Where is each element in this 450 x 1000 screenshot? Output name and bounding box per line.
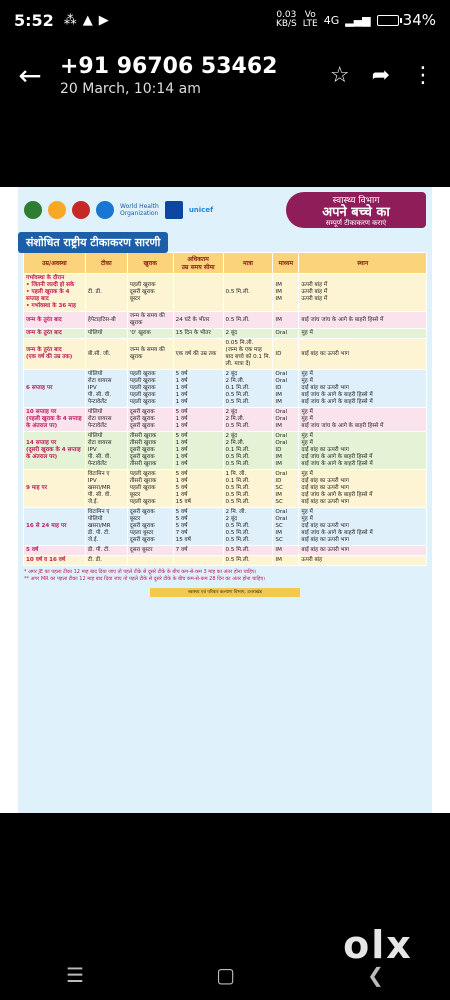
video-icon: ▶ <box>98 12 109 28</box>
toolbar-actions <box>330 63 450 88</box>
table-cell-max: 7 वर्ष <box>173 546 223 556</box>
table-cell-route: Oral <box>273 329 299 339</box>
table-cell-qty: 0.5 मि.ली. <box>223 312 273 329</box>
table-row <box>24 274 427 312</box>
table-row <box>24 339 427 370</box>
table-cell-site: मुंह में मुंह में बाईं जांघ जांघ के आगे के बाहरी हिस्से में <box>299 408 427 432</box>
table-cell-age: जन्म के तुरंत बाद <box>24 329 86 339</box>
column-header: उम्र/अवस्था <box>24 253 86 274</box>
table-row <box>24 370 427 408</box>
footnotes <box>18 566 432 586</box>
table-cell-site: मुंह में मुंह में दाईं बांह का ऊपरी भाग बाईं जांघ के आगे के बाहरी हिस्से में बाईं बांह का ऊपरी भाग <box>299 508 427 546</box>
table-cell-max: 5 वर्ष 5 वर्ष 5 वर्ष 7 वर्ष 15 वर्ष <box>173 508 223 546</box>
table-cell-site: बाईं बांह का ऊपरी भाग <box>299 546 427 556</box>
table-cell-route: IM <box>273 556 299 566</box>
table-cell-route: IM <box>273 546 299 556</box>
table-cell-site: मुंह में <box>299 329 427 339</box>
table-cell-age: 10 सप्ताह पर (पहली खुराक के 4 सप्ताह के अंतराल पर) <box>24 408 86 432</box>
sender-info <box>60 54 330 97</box>
star-icon[interactable]: ☆ <box>329 62 350 88</box>
home-icon[interactable]: ▢ <box>216 963 236 987</box>
table-cell-qty: 2 बूंद <box>223 329 273 339</box>
table-cell-route: Oral Oral SC IM SC <box>273 508 299 546</box>
notification-icons <box>64 13 109 28</box>
table-cell-route: Oral Oral ID IM IM <box>273 432 299 470</box>
unicef-label: unicef <box>188 205 214 214</box>
status-time: 5:52 <box>14 10 54 30</box>
table-cell-dose: '0' खुराक <box>127 329 173 339</box>
table-row <box>24 556 427 566</box>
table-cell-qty: 2 बूंद 2 मि.ली. 0.5 मि.ली. <box>223 408 273 432</box>
table-cell-site: मुंह में दाईं बांह का ऊपरी भाग दाईं बांह का ऊपरी भाग दाईं जांघ के आगे के बाहरी हिस्से में बाईं बांह का ऊपरी भाग <box>299 470 427 508</box>
table-row <box>24 329 427 339</box>
table-cell-qty: 2 बूंद 2 मि.ली. 0.1 मि.ली. 0.5 मि.ली. 0.5 मि.ली. <box>223 432 273 470</box>
table-cell-max: 5 वर्ष 1 वर्ष 1 वर्ष 1 वर्ष 1 वर्ष <box>173 432 223 470</box>
bird-icon: ⁂ <box>63 12 77 28</box>
table-cell-max: 15 दिन के भीतर <box>173 329 223 339</box>
family-logo-icon <box>72 201 90 219</box>
table-cell-max: एक वर्ष की उम्र तक <box>173 339 223 370</box>
who-label: World Health Organization <box>120 202 159 217</box>
table-row <box>24 408 427 432</box>
status-right <box>276 11 436 29</box>
table-header <box>24 253 427 274</box>
table-cell-age: जन्म के तुरंत बाद (एक वर्ष की उम्र तक) <box>24 339 86 370</box>
table-cell-age: 6 सप्ताह पर <box>24 370 86 408</box>
table-cell-site: बाई जांघ जांघ के आगे के बाहरी हिस्से में <box>299 312 427 329</box>
campaign-line3: सम्पूर्ण टीकाकरण कराएं <box>325 218 387 227</box>
vaccination-poster <box>18 187 432 813</box>
table-cell-route: Oral ID SC IM SC <box>273 470 299 508</box>
footnote-mr: ** अगर MR का पहला टीका 12 माह बाद दिया जाए तो पहले टीके से दूसरे टीके के बीच कम-से-कम 28 दिन का अंतर होना चाहिए। <box>24 576 266 582</box>
network-speed: 0.03 KB/S <box>275 10 297 29</box>
table-cell-dose: दूसरा बूस्टर <box>127 546 173 556</box>
viewer-toolbar <box>0 40 450 110</box>
more-vert-icon[interactable]: ⋮ <box>412 62 434 88</box>
table-cell-max: 5 वर्ष 1 वर्ष 1 वर्ष <box>173 408 223 432</box>
table-cell-route: IM <box>273 312 299 329</box>
footnote-je: * अगर JE का पहला टीका 12 माह बाद दिया जाए तो पहले टीके से दूसरे टीके के बीच कम-से-कम 3 माह का अंतर होना चाहिए। <box>24 569 257 575</box>
title-strip <box>18 232 432 252</box>
table-cell-age: 14 सप्ताह पर (दूसरी खुराक के 4 सप्ताह के अंतराल पर) <box>24 432 86 470</box>
table-cell-max: 24 घंटे के भीतर <box>173 312 223 329</box>
campaign-line1: स्वास्थ्य विभाग <box>332 195 380 206</box>
table-cell-age: 5 वर्ष <box>24 546 86 556</box>
back-arrow-icon[interactable]: ← <box>18 58 42 92</box>
poster-title: संशोधित राष्ट्रीय टीकाकरण सारणी <box>18 232 168 253</box>
table-cell-site: ऊपरी बांह में ऊपरी बांह में ऊपरी बांह में <box>299 274 427 312</box>
table-cell-age: 9 माह पर <box>24 470 86 508</box>
status-bar <box>0 0 450 40</box>
system-nav-bar <box>0 955 450 995</box>
table-cell-site: मुंह में मुंह में दाईं बांह का ऊपरी भाग बाईं जांघ के आगे के बाहरी हिस्से में बाईं जांघ के आगे के बाहरी हिस्से में <box>299 370 427 408</box>
table-row <box>24 312 427 329</box>
table-cell-dose: दूसरी खुराक दूसरी खुराक दूसरी खुराक <box>127 408 173 432</box>
govt-logo-icon <box>24 201 42 219</box>
table-cell-dose <box>127 556 173 566</box>
table-cell-max: 5 वर्ष 1 वर्ष 5 वर्ष 1 वर्ष 15 वर्ष <box>173 470 223 508</box>
table-cell-vaccine: विटामिन ए IPV खसरा/MR पी. सी. वी. जे.ई. <box>85 470 127 508</box>
table-cell-vaccine: बी.सी. जी. <box>85 339 127 370</box>
table-cell-qty: 0.5 मि.ली. <box>223 556 273 566</box>
table-cell-dose: जन्म के समय की खुराक <box>127 339 173 370</box>
who-logo-icon <box>96 201 114 219</box>
table-cell-age: जन्म के तुरंत बाद <box>24 312 86 329</box>
table-cell-age: गर्भावस्था के दौरान • जितनी जल्दी हो सके • पहली खुराक के 4 सप्ताह बाद • गर्भावस्था के 36 माह <box>24 274 86 312</box>
table-cell-vaccine: हेपेटाइटिस-बी <box>85 312 127 329</box>
table-cell-age: 10 वर्ष व 16 वर्ष <box>24 556 86 566</box>
poster-footer: स्वास्थ्य एवं परिवार कल्याण विभाग, उत्तराखंड <box>150 588 300 597</box>
table-cell-qty: 0.05 मि.ली. (जन्म के एक माह बाद बच्चे को 0.1 मि. ली. मात्रा दें) <box>223 339 273 370</box>
recent-apps-icon[interactable]: ☰ <box>66 963 84 987</box>
column-header: मात्रा <box>223 253 273 274</box>
olx-watermark: olx <box>343 923 413 967</box>
triangle-icon: ▲ <box>82 12 93 28</box>
battery <box>377 11 436 29</box>
table-cell-route: IM IM IM <box>273 274 299 312</box>
column-header: टीका <box>85 253 127 274</box>
network-type: 4G <box>323 13 340 27</box>
table-cell-route: Oral Oral IM <box>273 408 299 432</box>
table-cell-vaccine: विटामिन ए पोलियो खसरा/MR डी. पी. टी. जे.ई. <box>85 508 127 546</box>
table-cell-max <box>173 556 223 566</box>
column-header: खुराक <box>127 253 173 274</box>
poster-header <box>18 187 432 232</box>
undp-logo-icon <box>165 201 183 219</box>
table-cell-qty: 1 मि. ली. 0.1 मि.ली. 0.5 मि.ली. 0.5 मि.ली. 0.5 मि.ली. <box>223 470 273 508</box>
battery-percent: 34% <box>402 11 436 29</box>
back-nav-icon[interactable]: ❮ <box>367 963 384 987</box>
table-cell-site: बाईं बांह का ऊपरी भाग <box>299 339 427 370</box>
table-row <box>24 546 427 556</box>
table-cell-qty: 2 मि. ली. 2 बूंद 0.5 मि.ली. 0.5 मि.ली. 0.5 मि.ली. <box>223 508 273 546</box>
table-row <box>24 432 427 470</box>
campaign-line2: अपने बच्चे का <box>322 204 390 220</box>
table-cell-site: ऊपरी बांह <box>299 556 427 566</box>
volte-label: Vo LTE <box>302 10 318 29</box>
column-header: अधिकतम उम्र समय सीमा <box>173 253 223 274</box>
table-cell-age: 16 से 24 माह पर <box>24 508 86 546</box>
table-cell-qty: 2 बूंद 2 मि.ली. 0.1 मि.ली. 0.5 मि.ली. 0.5 मि.ली. <box>223 370 273 408</box>
table-cell-max: 5 वर्ष 1 वर्ष 1 वर्ष 1 वर्ष 1 वर्ष <box>173 370 223 408</box>
table-cell-vaccine: पोलियो रोटा वायरस IPV पी. सी. वी. पेन्टावेलेंट <box>85 370 127 408</box>
message-date: 20 March, 10:14 am <box>60 80 201 97</box>
table-row <box>24 470 427 508</box>
table-cell-dose: पहली खुराक तीसरी खुराक पहली खुराक बूस्टर पहली खुराक <box>127 470 173 508</box>
campaign-badge <box>286 192 426 228</box>
column-header: माध्यम <box>273 253 299 274</box>
table-cell-vaccine: पोलियो रोटा वायरस पेन्टावेलेंट <box>85 408 127 432</box>
table-row <box>24 508 427 546</box>
table-cell-qty: 0.5 मि.ली. <box>223 546 273 556</box>
table-cell-dose: पहली खुराक दूसरी खुराक बूस्टर <box>127 274 173 312</box>
table-cell-vaccine: टी. डी. <box>85 556 127 566</box>
table-cell-dose: जन्म के समय की खुराक <box>127 312 173 329</box>
table-cell-vaccine: टी. डी. <box>85 274 127 312</box>
table-body <box>24 274 427 566</box>
table-cell-dose: तीसरी खुराक तीसरी खुराक दूसरी खुराक दूसरी खुराक तीसरी खुराक <box>127 432 173 470</box>
battery-icon <box>377 15 399 26</box>
column-header: स्थान <box>299 253 427 274</box>
table-cell-max <box>173 274 223 312</box>
table-cell-qty: 0.5 मि.ली. <box>223 274 273 312</box>
health-logo-icon <box>48 201 66 219</box>
table-cell-route: ID <box>273 339 299 370</box>
table-cell-dose: पहली खुराक पहली खुराक पहली खुराक पहली खुराक पहली खुराक <box>127 370 173 408</box>
contact-number: +91 96706 53462 <box>60 53 278 79</box>
table-cell-site: मुंह में मुंह में दाईं बांह का ऊपरी भाग दाईं जांघ के आगे के बाहरी हिस्से में बाईं जांघ के आगे के बाहरी हिस्से में <box>299 432 427 470</box>
signal-icon: ▂▄▆ <box>345 13 371 27</box>
table-cell-vaccine: पोलियो <box>85 329 127 339</box>
shared-image[interactable] <box>0 187 450 813</box>
table-cell-route: Oral Oral ID IM IM <box>273 370 299 408</box>
table-cell-vaccine: डी. पी. टी. <box>85 546 127 556</box>
vaccination-table <box>23 252 427 566</box>
table-cell-dose: दूसरी खुराक बूस्टर दूसरी खुराक पहला बूस्टर दूसरी खुराक <box>127 508 173 546</box>
table-cell-vaccine: पोलियो रोटा वायरस IPV पी. सी. वी. पेन्टावेलेंट <box>85 432 127 470</box>
share-icon[interactable]: ➦ <box>371 62 390 88</box>
